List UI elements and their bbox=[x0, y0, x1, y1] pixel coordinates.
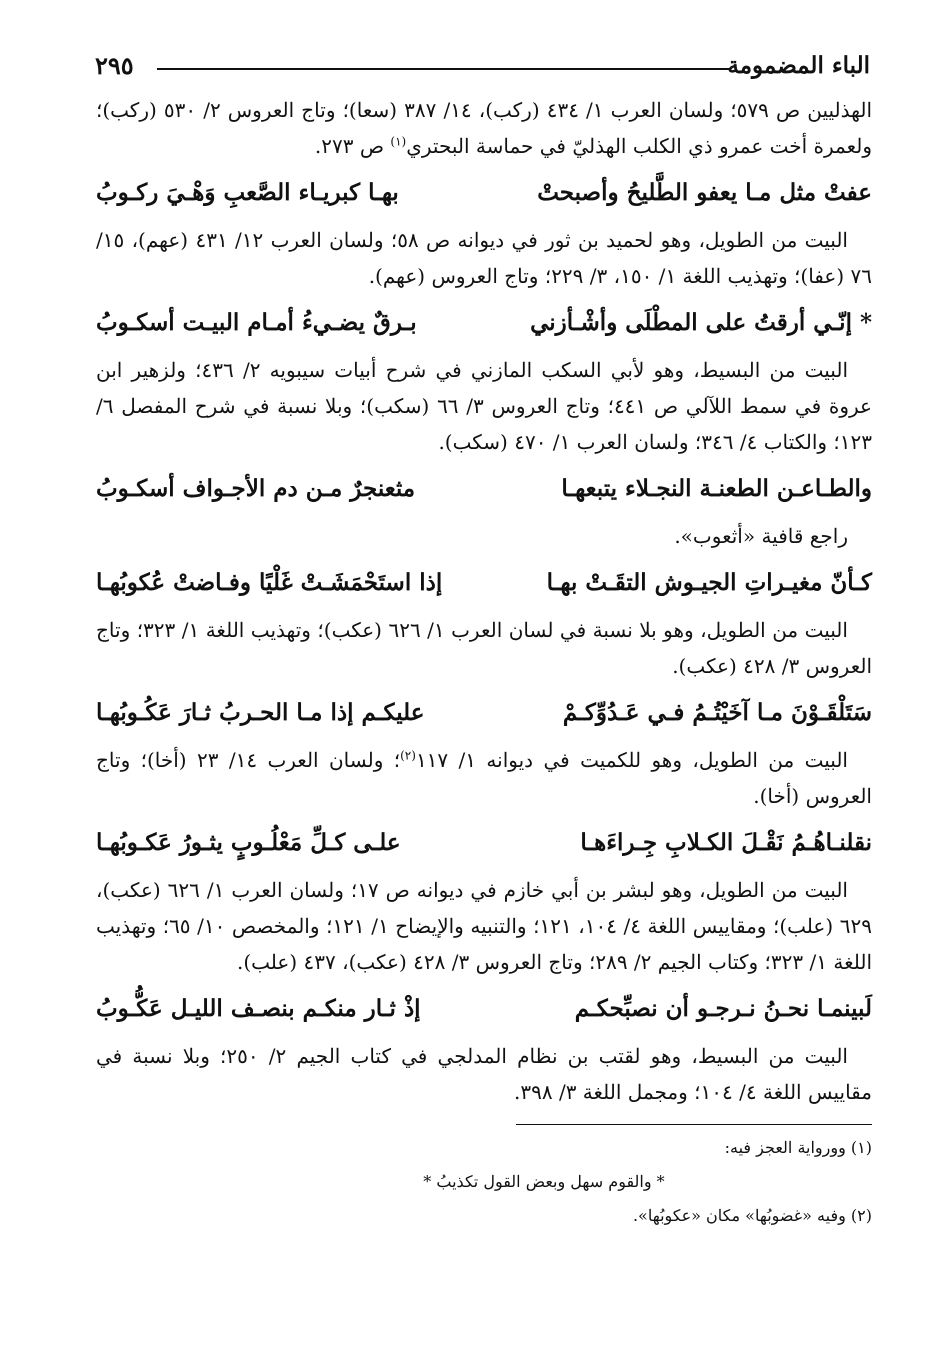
verse-second-hemistich: علـى كـلِّ مَعْلُـوبٍ يثـورُ عَكـوبُهـا bbox=[96, 829, 401, 856]
verse-line bbox=[96, 294, 872, 352]
verse-line bbox=[96, 980, 872, 1038]
footnote-1-verse: * والقوم سهل وبعض القول تكذيبُ * bbox=[423, 1172, 665, 1191]
citation-paragraph: البيت من الطويل، وهو لبشر بن أبي خازم في ديوانه ص ١٧؛ ولسان العرب ١/ ٦٢٦ (عكب)، ٦٢٩ (علب)؛ ومقاييس اللغة ٤/ ١٠٤، ١٢١؛ والتنبيه والإيضاح ١/ ١٢١؛ والمخصص ١٠/ ٦٥؛ وتهذيب اللغة ١/ ٣٢٣؛ وكتاب الجيم ٢/ ٢٨٩؛ وتاج العروس ٣/ ٤٢٨ (عكب)، ٤٣٧ (علب). bbox=[96, 878, 872, 974]
citation-paragraph: البيت من الطويل، وهو لحميد بن ثور في ديوانه ص ٥٨؛ ولسان العرب ١٢/ ٤٣١ (عهم)، ١٥/ ٧٦ (عفا)؛ وتهذيب اللغة ١/ ١٥٠، ٣/ ٢٢٩؛ وتاج العروس (عهم). bbox=[96, 228, 872, 288]
verse-line bbox=[96, 164, 872, 222]
verse-second-hemistich: بهـا كبريـاء الصَّعبِ وَهْـيَ ركـوبُ bbox=[96, 179, 399, 206]
verse-line bbox=[96, 814, 872, 872]
header-rule bbox=[157, 68, 730, 70]
verse-first-hemistich: والطـاعـن الطعنـة النجـلاء يتبعهـا bbox=[561, 475, 872, 502]
verse-first-hemistich: كـأنّ مغيـراتِ الجيـوش التقَـتْ بهـا bbox=[546, 569, 872, 596]
citation-text: ؛ ولسان العرب ١٤/ ٢٣ (أخا)؛ وتاج العروس (أخا). bbox=[96, 748, 872, 808]
page-number: ٢٩٥ bbox=[95, 51, 134, 80]
citation-paragraph bbox=[96, 742, 872, 814]
citation-paragraph bbox=[96, 92, 872, 164]
citation-paragraph: راجع قافية «أثعوب». bbox=[674, 524, 848, 548]
citation-text: الهذليين ص ٥٧٩؛ ولسان العرب ١/ ٤٣٤ (ركب)، ١٤/ ٣٨٧ (سعا)؛ وتاج العروس ٢/ ٥٣٠ (ركب)؛ ولعمرة أخت عمرو ذي الكلب الهذليّ في حماسة البحتري bbox=[96, 98, 873, 158]
citation-paragraph: البيت من البسيط، وهو لقتب بن نظام المدلجي في كتاب الجيم ٢/ ٢٥٠؛ وبلا نسبة في مقاييس اللغة ٤/ ١٠٤؛ ومجمل اللغة ٣/ ٣٩٨. bbox=[96, 1044, 872, 1104]
verse-line bbox=[96, 554, 872, 612]
citation-text: ص ٢٧٣. bbox=[314, 134, 391, 158]
verse-second-hemistich: إذْ ثـار منكـم بنصـف الليـل عَكُّـوبُ bbox=[96, 995, 421, 1022]
verse-line bbox=[96, 684, 872, 742]
footnote-marker: (١) bbox=[390, 134, 407, 149]
running-header bbox=[95, 46, 870, 86]
verse-first-hemistich: سَتَلْقَـوْنَ مـا آخَيْتُـمُ فـي عَـدُوِّكـمْ bbox=[562, 699, 872, 726]
citation-paragraph: البيت من البسيط، وهو لأبي السكب المازني في شرح أبيات سيبويه ٢/ ٤٣٦؛ ولزهير ابن عروة في سمط اللآلي ص ٤٤١؛ وتاج العروس ٣/ ٦٦ (سكب)؛ وبلا نسبة في شرح المفصل ٦/ ١٢٣؛ والكتاب ٤/ ٣٤٦؛ ولسان العرب ١/ ٤٧٠ (سكب). bbox=[96, 358, 872, 454]
footnote-marker: (٢) bbox=[400, 748, 416, 763]
verse-second-hemistich: عليكـم إذا مـا الحـربُ ثـارَ عَكُـوبُهـا bbox=[96, 699, 425, 726]
footnote-2: (٢) وفيه «غضوبُها» مكان «عكوبُها». bbox=[632, 1206, 872, 1225]
verse-second-hemistich: مثعنجرٌ مـن دم الأجـواف أسكـوبُ bbox=[96, 475, 416, 502]
verse-first-hemistich: عفتْ مثل مـا يعفو الطَّليحُ وأصبحتْ bbox=[537, 179, 872, 206]
verse-first-hemistich: نقلنـاهُـمُ نَقْـلَ الكـلابِ جِـراءَهـا bbox=[580, 829, 872, 856]
footnotes bbox=[96, 1131, 872, 1233]
verse-first-hemistich: لَبينمـا نحـنُ نـرجـو أن نصبِّحكـم bbox=[574, 995, 872, 1022]
footnote-separator bbox=[516, 1124, 872, 1125]
verse-first-hemistich: * إنّـي أرقتُ على المطْلَى وأشْـأزني bbox=[530, 309, 872, 336]
citation-text: البيت من الطويل، وهو للكميت في ديوانه ١/ ١١٧ bbox=[415, 748, 848, 772]
citation-paragraph: البيت من الطويل، وهو بلا نسبة في لسان العرب ١/ ٦٢٦ (عكب)؛ وتهذيب اللغة ١/ ٣٢٣؛ وتاج العروس ٣/ ٤٢٨ (عكب). bbox=[96, 618, 872, 678]
verse-second-hemistich: إذا استَحْمَشَـتْ غَلْيًا وفـاضتْ عُكوبُهـا bbox=[96, 569, 443, 596]
chapter-title: الباء المضمومة bbox=[727, 52, 870, 79]
verse-line bbox=[96, 460, 872, 518]
page-body bbox=[96, 92, 872, 1233]
footnote-1: (١) وورواية العجز فيه: bbox=[724, 1138, 872, 1157]
verse-second-hemistich: بـرقٌ يضـيءُ أمـام البيـت أسكـوبُ bbox=[96, 309, 417, 336]
